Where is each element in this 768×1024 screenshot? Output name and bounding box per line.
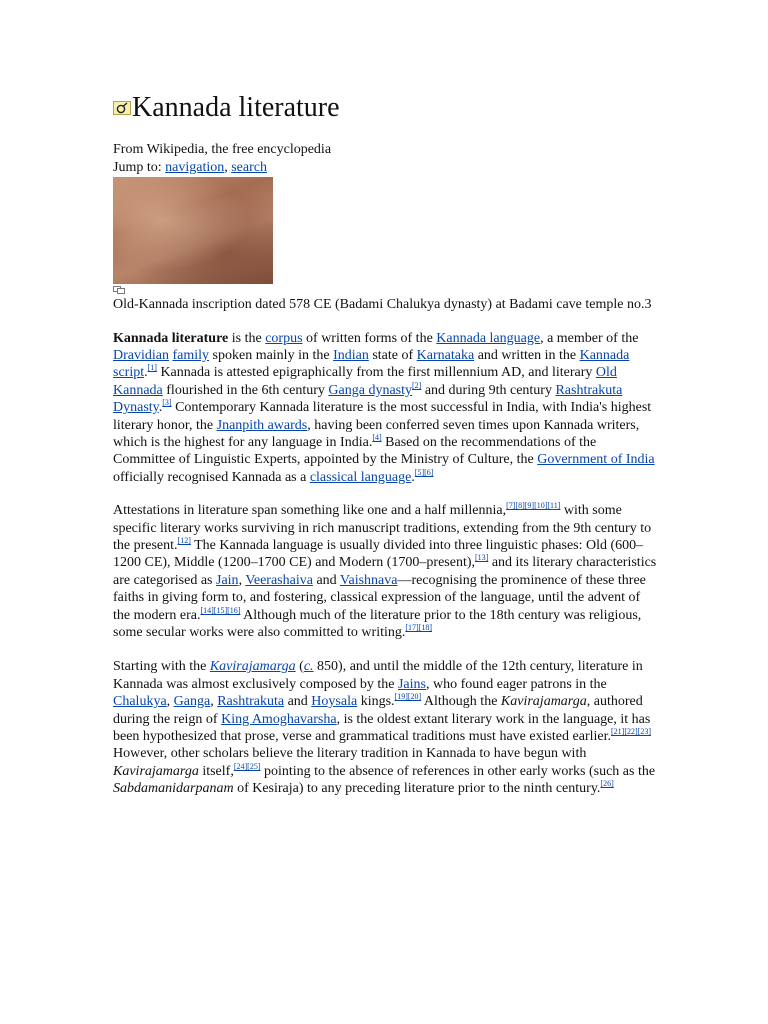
link-dravidian[interactable]: Dravidian [113, 347, 169, 363]
jump-navigation-link[interactable]: navigation [165, 159, 225, 175]
link-classical-language[interactable]: classical language [309, 469, 412, 485]
ref-link[interactable]: [1] [147, 363, 157, 373]
link-jain[interactable]: Jain [216, 572, 239, 588]
link-hoysala[interactable]: Hoysala [311, 694, 358, 710]
ref-link[interactable]: [17][18] [405, 623, 433, 632]
link-jains[interactable]: Jains [397, 676, 426, 692]
ref-link[interactable]: [26] [600, 779, 614, 789]
link-rashtrakuta[interactable]: Rashtrakuta [217, 694, 285, 710]
ref-link[interactable]: [14][15][16] [200, 605, 241, 615]
link-circa[interactable]: c. [303, 659, 314, 675]
jump-search-link[interactable]: search [231, 159, 267, 175]
link-jnanpith-awards[interactable]: Jnanpith awards [216, 417, 308, 433]
ref-link[interactable]: [3] [162, 398, 172, 408]
ref-link[interactable]: [24][25] [233, 761, 261, 771]
link-rashtrakuta-dynasty[interactable]: Rashtrakuta Dynasty [113, 382, 623, 416]
ref-link[interactable]: [21][22][23] [611, 727, 651, 737]
link-kannada-script[interactable]: Kannada script [113, 347, 630, 381]
article [113, 88, 659, 798]
ref-link[interactable]: [12] [177, 535, 191, 545]
link-veerashaiva[interactable]: Veerashaiva [245, 572, 313, 588]
link-family[interactable]: family [172, 347, 210, 363]
link-kannada-language[interactable]: Kannada language [436, 330, 541, 346]
ref-link[interactable]: [19][20] [394, 692, 422, 702]
link-ganga-dynasty[interactable]: Ganga dynasty [328, 382, 412, 398]
link-king-amoghavarsha[interactable]: King Amoghavarsha [221, 711, 337, 727]
ref-link[interactable]: [5][6] [414, 467, 434, 477]
inscription-photo[interactable] [113, 177, 273, 284]
paragraph-kavirajamarga: Starting with the Kavirajamarga (c. 850), and until the middle of the 12th century, literature in Kannada was almost exclusively composed by the Jains, who found eager patrons in the Chalukya, Ganga, Rashtrakuta and Hoysala kings.[19][20] Although the Kavirajamarga, authored during the reign of King Amoghavarsha, is the oldest extant literary work in the language, it has been hypothesized that prose, verse and grammatical traditions must have existed earlier.[21][22][23] However, other scholars believe the literary tradition in Kannada to have begun with Kavirajamarga itself,[24][25] pointing to the absence of references in other early works (such as the Sabdamanidarpanam of Kesiraja) to any preceding literature prior to the ninth century.[26] [113, 659, 656, 797]
magnify-icon[interactable] [113, 286, 125, 294]
tagline: From Wikipedia, the free encyclopedia [113, 142, 332, 157]
speaker-icon[interactable] [113, 101, 131, 115]
link-karnataka[interactable]: Karnataka [416, 347, 475, 363]
link-old-kannada[interactable]: Old Kannada [113, 365, 617, 398]
link-chalukya[interactable]: Chalukya [113, 694, 167, 710]
ref-link[interactable]: [2] [412, 380, 422, 390]
ref-link[interactable]: [13] [475, 553, 489, 563]
paragraph-intro: Kannada literature is the corpus of written forms of the Kannada language, a member of the Dravidian family spoken mainly in the Indian state of Karnataka and written in the Kannada script.[1] Kannada is attested epigraphically from the first millennium AD, and literary Old Kannada flourished in the 6th century Ganga dynasty[2] and during 9th century Rashtrakuta Dynasty.[3] Contemporary Kannada literature is the most successful in India, with India's highest literary honor, the Jnanpith awards, having been conferred seven times upon Kannada writers, which is the highest for any language in India.[4] Based on the recommendations of the Committee of Linguistic Experts, appointed by the Ministry of Culture, the Government of India officially recognised Kannada as a classical language.[5][6] [113, 330, 655, 485]
link-kavirajamarga[interactable]: Kavirajamarga [209, 659, 296, 675]
link-government-of-india[interactable]: Government of India [537, 452, 655, 468]
link-vaishnava[interactable]: Vaishnava [339, 572, 398, 588]
ref-link[interactable]: [4] [372, 432, 382, 442]
image-caption: Old-Kannada inscription dated 578 CE (Badami Chalukya dynasty) at Badami cave temple no.3 [113, 297, 652, 312]
page-title [113, 88, 659, 128]
jump-links: Jump to: navigation, search [113, 159, 267, 175]
link-indian[interactable]: Indian [333, 347, 369, 363]
ref-link[interactable]: [7][8][9][10][11] [506, 501, 561, 511]
paragraph-attestations: Attestations in literature span something like one and a half millennia,[7][8][9][10][11] with some specific literary works surviving in rich manuscript traditions, extending from the 9th century to the present.[12] The Kannada language is usually divided into three linguistic phases: Old (600–1200 CE), Middle (1200–1700 CE) and Modern (1700–present),[13] and its literary characteristics are categorised as Jain, Veerashaiva and Vaishnava—recognising the prominence of these three faiths in giving form to, and fostering, classical expression of the language, until the advent of the modern era.[14][15][16] Although much of the literature prior to the 18th century was religious, some secular works were also committed to writing.[17][18] [113, 501, 657, 640]
page-title-text: Kannada literature [132, 92, 340, 123]
link-corpus[interactable]: corpus [265, 330, 303, 346]
link-ganga[interactable]: Ganga [173, 694, 211, 710]
